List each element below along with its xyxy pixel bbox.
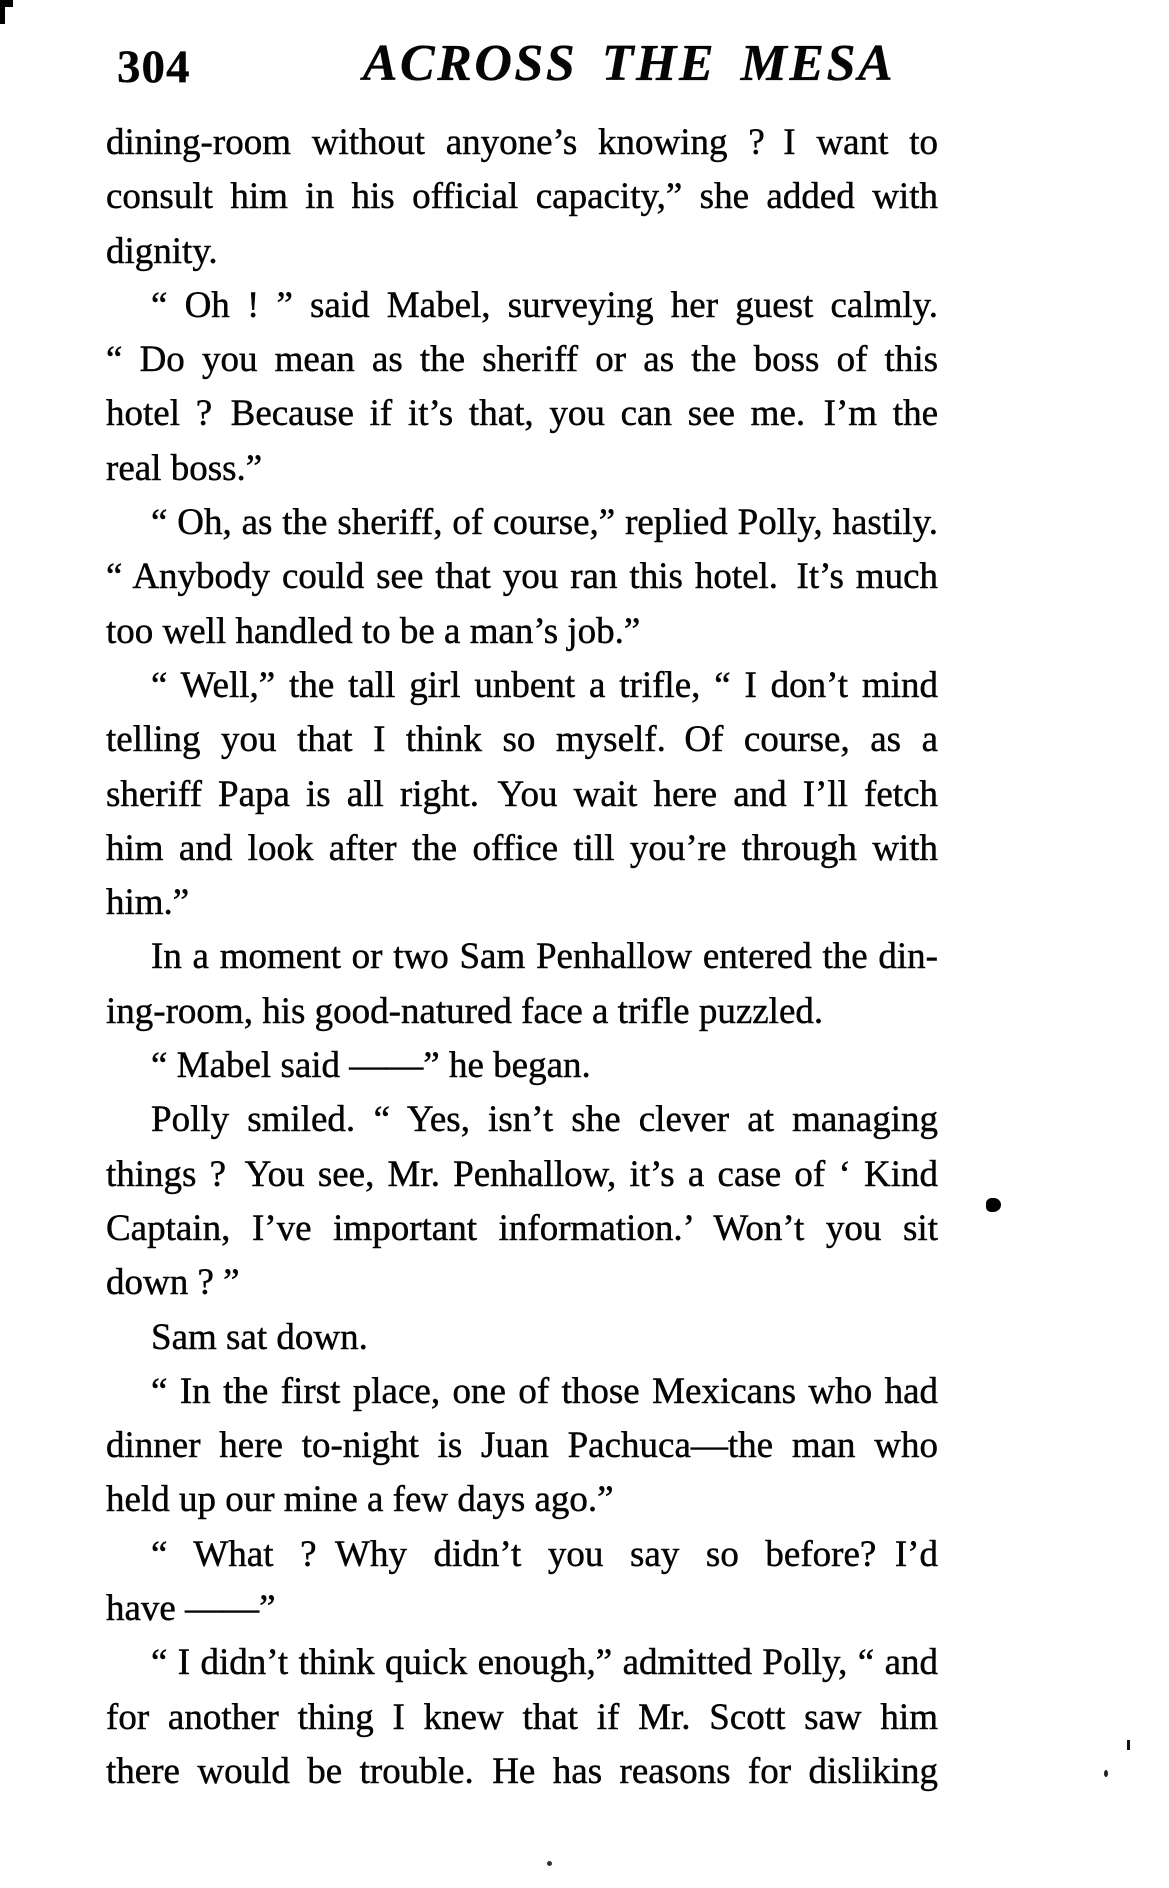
- scan-artifact-ink-blot: [986, 1198, 1001, 1212]
- text-line: have ——”: [106, 1588, 276, 1630]
- text-line: too well handled to be a man’s job.”: [106, 610, 641, 652]
- text-line: “ I didn’t think quick enough,” admitted Polly, “ and: [151, 1642, 938, 1684]
- text-line: there would be trouble. He has reasons for disliking: [106, 1750, 938, 1792]
- text-line: hotel ? Because if it’s that, you can see me. I’m the: [106, 393, 938, 435]
- scan-artifact-corner-nub: [0, 0, 13, 7]
- running-title: ACROSS THE MESA: [362, 35, 896, 92]
- text-line: “ Oh, as the sheriff, of course,” replied Polly, hastily.: [151, 502, 938, 544]
- text-line: real boss.”: [106, 447, 263, 489]
- text-line: Polly smiled. “ Yes, isn’t she clever at managing: [151, 1099, 938, 1141]
- text-line: “ Oh ! ” said Mabel, surveying her guest calmly.: [151, 284, 938, 326]
- text-line: “ In the first place, one of those Mexicans who had: [151, 1370, 938, 1412]
- text-line: telling you that I think so myself. Of course, as a: [106, 719, 938, 761]
- text-line: for another thing I knew that if Mr. Scott saw him: [106, 1696, 938, 1738]
- text-line: ing-room, his good-natured face a trifle puzzled.: [106, 990, 824, 1032]
- text-line: dining-room without anyone’s knowing ? I want to: [106, 122, 938, 163]
- scan-artifact-speck: [547, 1861, 552, 1866]
- scan-artifact-tick: [1127, 1740, 1130, 1750]
- body-text: [106, 116, 938, 1799]
- scan-artifact-speck: [1104, 1770, 1108, 1777]
- text-line: consult him in his official capacity,” she added with: [106, 176, 938, 218]
- text-line: Sam sat down.: [151, 1316, 368, 1358]
- text-line: “ Well,” the tall girl unbent a trifle, “ I don’t mind: [151, 664, 938, 706]
- text-line: dinner here to-night is Juan Pachuca—the man who: [106, 1425, 938, 1467]
- page-number: 304: [117, 41, 191, 93]
- text-line: Captain, I’ve important information.’ Won’t you sit: [106, 1207, 938, 1249]
- text-line: “ Mabel said ——” he began.: [151, 1045, 591, 1087]
- text-line: dignity.: [106, 230, 218, 272]
- text-line: “ What ? Why didn’t you say so before? I’d: [151, 1533, 938, 1575]
- text-line: In a moment or two Sam Penhallow entered the din-: [151, 936, 938, 978]
- text-line: sheriff Papa is all right. You wait here and I’ll fetch: [106, 773, 938, 815]
- text-line: “ Do you mean as the sheriff or as the boss of this: [106, 339, 938, 381]
- text-line: him and look after the office till you’re through with: [106, 827, 938, 869]
- text-line: down ? ”: [106, 1262, 240, 1304]
- text-line: held up our mine a few days ago.”: [106, 1479, 614, 1521]
- text-line: things ? You see, Mr. Penhallow, it’s a case of ‘ Kind: [106, 1153, 938, 1195]
- text-line: him.”: [106, 882, 190, 924]
- text-line: “ Anybody could see that you ran this hotel. It’s much: [106, 556, 938, 598]
